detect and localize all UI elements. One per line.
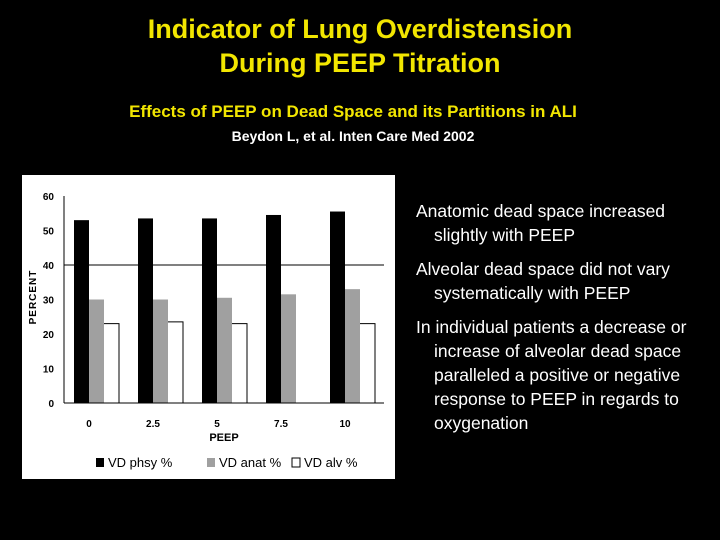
legend-label: VD anat % [219, 455, 282, 470]
bullet-item: Anatomic dead space increased slightly with PEEP [416, 201, 666, 245]
x-tick-label: 2.5 [146, 419, 160, 430]
chart-panel [22, 175, 395, 479]
citation: Beydon L, et al. Inten Care Med 2002 [231, 128, 475, 144]
y-tick-label: 30 [42, 295, 54, 307]
title-line-2: During PEEP Titration [219, 48, 501, 78]
bullet-item: In individual patients a decrease or increase of alveolar dead space paralleled a positive or negative response to PEEP in regards to oxygenation [416, 317, 687, 433]
bar-vd-alv- [360, 324, 375, 403]
y-tick-label: 40 [42, 261, 54, 272]
legend-swatch [292, 458, 300, 467]
slide-title [0, 12, 720, 80]
bar-vd-phsy- [266, 215, 281, 403]
legend-swatch [96, 458, 104, 467]
bar-vd-phsy- [202, 218, 217, 403]
bar-vd-alv- [168, 322, 183, 403]
y-axis-label: PERCENT [28, 269, 39, 325]
y-tick-label: 0 [48, 399, 54, 410]
y-tick-label: 20 [42, 330, 54, 341]
bullet-list [416, 199, 714, 445]
legend-label: VD phsy % [108, 455, 173, 470]
bar-vd-anat- [281, 294, 296, 403]
x-tick-label: 0 [86, 419, 92, 430]
bar-vd-alv- [104, 324, 119, 403]
bar-vd-anat- [89, 300, 104, 404]
x-tick-label: 10 [339, 419, 351, 430]
legend-swatch [207, 458, 215, 467]
legend-label: VD alv % [304, 455, 358, 470]
x-axis-label: PEEP [209, 432, 239, 444]
y-tick-label: 10 [42, 364, 54, 376]
bar-vd-alv- [232, 324, 247, 403]
slide-subtitle: Effects of PEEP on Dead Space and its Partitions in ALI [129, 102, 577, 121]
bar-vd-anat- [217, 298, 232, 403]
y-tick-label: 50 [42, 226, 54, 238]
bar-vd-anat- [345, 289, 360, 403]
bar-vd-phsy- [138, 218, 153, 403]
x-tick-label: 5 [214, 419, 220, 430]
x-tick-label: 7.5 [274, 419, 288, 430]
bullet-item: Alveolar dead space did not vary systematically with PEEP [416, 259, 670, 303]
bar-vd-phsy- [74, 220, 89, 403]
y-tick-label: 60 [42, 192, 54, 203]
title-line-1: Indicator of Lung Overdistension [147, 14, 573, 44]
bar-vd-anat- [153, 300, 168, 404]
bar-chart [22, 175, 395, 479]
bar-vd-phsy- [330, 212, 345, 403]
